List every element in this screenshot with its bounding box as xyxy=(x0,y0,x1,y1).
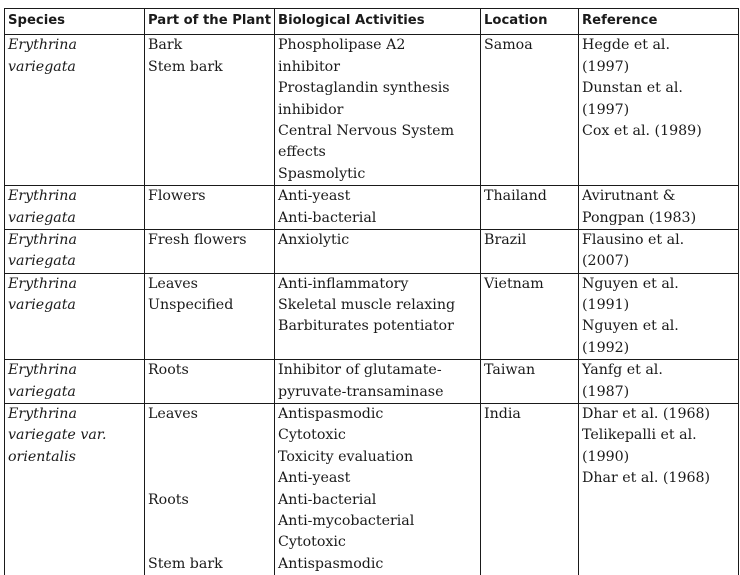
cell-line: (1992) xyxy=(582,339,630,356)
reference-cell xyxy=(579,404,739,575)
cell-line: Leaves xyxy=(148,406,198,423)
cell-line: Pongpan (1983) xyxy=(582,209,697,226)
cell-line: Antispasmodic xyxy=(278,406,384,423)
cell-line: Dunstan et al. xyxy=(582,80,683,97)
activities-cell xyxy=(275,35,481,186)
header-biological-activities: Biological Activities xyxy=(275,9,481,35)
cell-line xyxy=(148,532,271,553)
cell-line: Cox et al. (1989) xyxy=(582,122,702,139)
cell-line xyxy=(148,447,271,468)
cell-line: Avirutnant & xyxy=(582,188,676,205)
plant-part-cell xyxy=(145,186,275,230)
species-cell xyxy=(5,186,145,230)
cell-line: Vietnam xyxy=(484,275,544,292)
cell-line: (1990) xyxy=(582,448,630,465)
cell-line: Dhar et al. (1968) xyxy=(582,470,711,487)
cell-line: Anti-bacterial xyxy=(278,491,377,508)
reference-cell xyxy=(579,360,739,404)
cell-line: Antispasmodic xyxy=(278,555,384,572)
plant-part-cell xyxy=(145,360,275,404)
table-row xyxy=(5,404,739,575)
cell-line: variegata xyxy=(8,253,76,270)
reference-cell xyxy=(579,186,739,230)
cell-line: Spasmolytic xyxy=(278,165,366,182)
cell-line: Leaves xyxy=(148,275,198,292)
cell-line: Brazil xyxy=(484,231,527,248)
reference-cell xyxy=(579,229,739,273)
cell-line: Nguyen et al. xyxy=(582,318,679,335)
location-cell xyxy=(481,360,579,404)
cell-line: (2007) xyxy=(582,253,630,270)
cell-line: variegata xyxy=(8,383,76,400)
cell-line: (1997) xyxy=(582,58,630,75)
cell-line: Anti-bacterial xyxy=(278,209,377,226)
cell-line: Unspecified xyxy=(148,297,234,314)
cell-line: India xyxy=(484,406,521,423)
plant-part-cell xyxy=(145,229,275,273)
cell-line: Anti-yeast xyxy=(278,188,351,205)
cell-line: Skeletal muscle relaxing xyxy=(278,297,456,314)
species-cell xyxy=(5,35,145,186)
cell-line: variegate var. xyxy=(8,427,107,444)
cell-line: Roots xyxy=(148,362,189,379)
cell-line: Toxicity evaluation xyxy=(278,448,414,465)
activities-cell xyxy=(275,273,481,360)
table-row xyxy=(5,229,739,273)
species-cell xyxy=(5,229,145,273)
cell-line: inhibidor xyxy=(278,101,344,118)
table-row xyxy=(5,360,739,404)
reference-cell xyxy=(579,273,739,360)
plant-part-cell xyxy=(145,35,275,186)
activities-cell xyxy=(275,360,481,404)
cell-line: Cytotoxic xyxy=(278,427,346,444)
cell-line: Thailand xyxy=(484,188,547,205)
cell-line: orientalis xyxy=(8,448,76,465)
location-cell xyxy=(481,404,579,575)
table-body xyxy=(5,35,739,575)
header-row xyxy=(5,9,739,35)
table-row xyxy=(5,273,739,360)
cell-line: effects xyxy=(278,144,326,161)
header-species: Species xyxy=(5,9,145,35)
cell-line: Anxiolytic xyxy=(278,231,350,248)
header-reference: Reference xyxy=(579,9,739,35)
cell-line: Anti-yeast xyxy=(278,470,351,487)
cell-line: variegata xyxy=(8,297,76,314)
cell-line: Erythrina xyxy=(8,231,77,248)
cell-line: Telikepalli et al. xyxy=(582,427,697,444)
cell-line: Roots xyxy=(148,491,189,508)
cell-line: Inhibitor of glutamate- xyxy=(278,362,442,379)
cell-line: Erythrina xyxy=(8,37,77,54)
table-row xyxy=(5,186,739,230)
cell-line: Central Nervous System xyxy=(278,122,455,139)
plant-part-cell xyxy=(145,273,275,360)
location-cell xyxy=(481,186,579,230)
cell-line: Dhar et al. (1968) xyxy=(582,406,711,423)
cell-line: Bark xyxy=(148,37,183,54)
cell-line: Prostaglandin synthesis xyxy=(278,80,450,97)
cell-line: inhibitor xyxy=(278,58,341,75)
cell-line xyxy=(148,468,271,489)
species-cell xyxy=(5,273,145,360)
plant-part-cell xyxy=(145,404,275,575)
species-cell xyxy=(5,404,145,575)
location-cell xyxy=(481,35,579,186)
cell-line xyxy=(148,511,271,532)
cell-line: Nguyen et al. xyxy=(582,275,679,292)
cell-line: Anti-mycobacterial xyxy=(278,513,415,529)
activities-cell xyxy=(275,229,481,273)
cell-line: pyruvate-transaminase xyxy=(278,383,444,400)
cell-line: Phospholipase A2 xyxy=(278,37,406,54)
cell-line: Fresh flowers xyxy=(148,231,247,248)
cell-line: (1997) xyxy=(582,101,630,118)
activities-cell xyxy=(275,186,481,230)
cell-line: Stem bark xyxy=(148,58,223,75)
cell-line: variegata xyxy=(8,209,76,226)
cell-line: Yanfg et al. xyxy=(582,362,663,379)
cell-line: Erythrina xyxy=(8,275,77,292)
cell-line: (1991) xyxy=(582,297,630,314)
location-cell xyxy=(481,229,579,273)
cell-line: Flausino et al. xyxy=(582,231,685,248)
location-cell xyxy=(481,273,579,360)
cell-line: Erythrina xyxy=(8,188,77,205)
cell-line: variegata xyxy=(8,58,76,75)
species-cell xyxy=(5,360,145,404)
cell-line: Cytotoxic xyxy=(278,534,346,551)
cell-line: Flowers xyxy=(148,188,206,205)
biological-activities-table xyxy=(4,8,739,575)
cell-line: Barbiturates potentiator xyxy=(278,318,454,335)
cell-line: Hegde et al. xyxy=(582,37,670,54)
reference-cell xyxy=(579,35,739,186)
cell-line: Erythrina xyxy=(8,406,77,423)
cell-line: (1987) xyxy=(582,383,630,400)
cell-line xyxy=(148,425,271,446)
cell-line: Anti-inflammatory xyxy=(278,275,409,292)
cell-line: Samoa xyxy=(484,37,533,54)
cell-line: Stem bark xyxy=(148,555,223,572)
cell-line: Taiwan xyxy=(484,362,536,379)
header-location: Location xyxy=(481,9,579,35)
activities-cell xyxy=(275,404,481,575)
cell-line: Erythrina xyxy=(8,362,77,379)
table-row xyxy=(5,35,739,186)
header-part-of-plant: Part of the Plant xyxy=(145,9,275,35)
